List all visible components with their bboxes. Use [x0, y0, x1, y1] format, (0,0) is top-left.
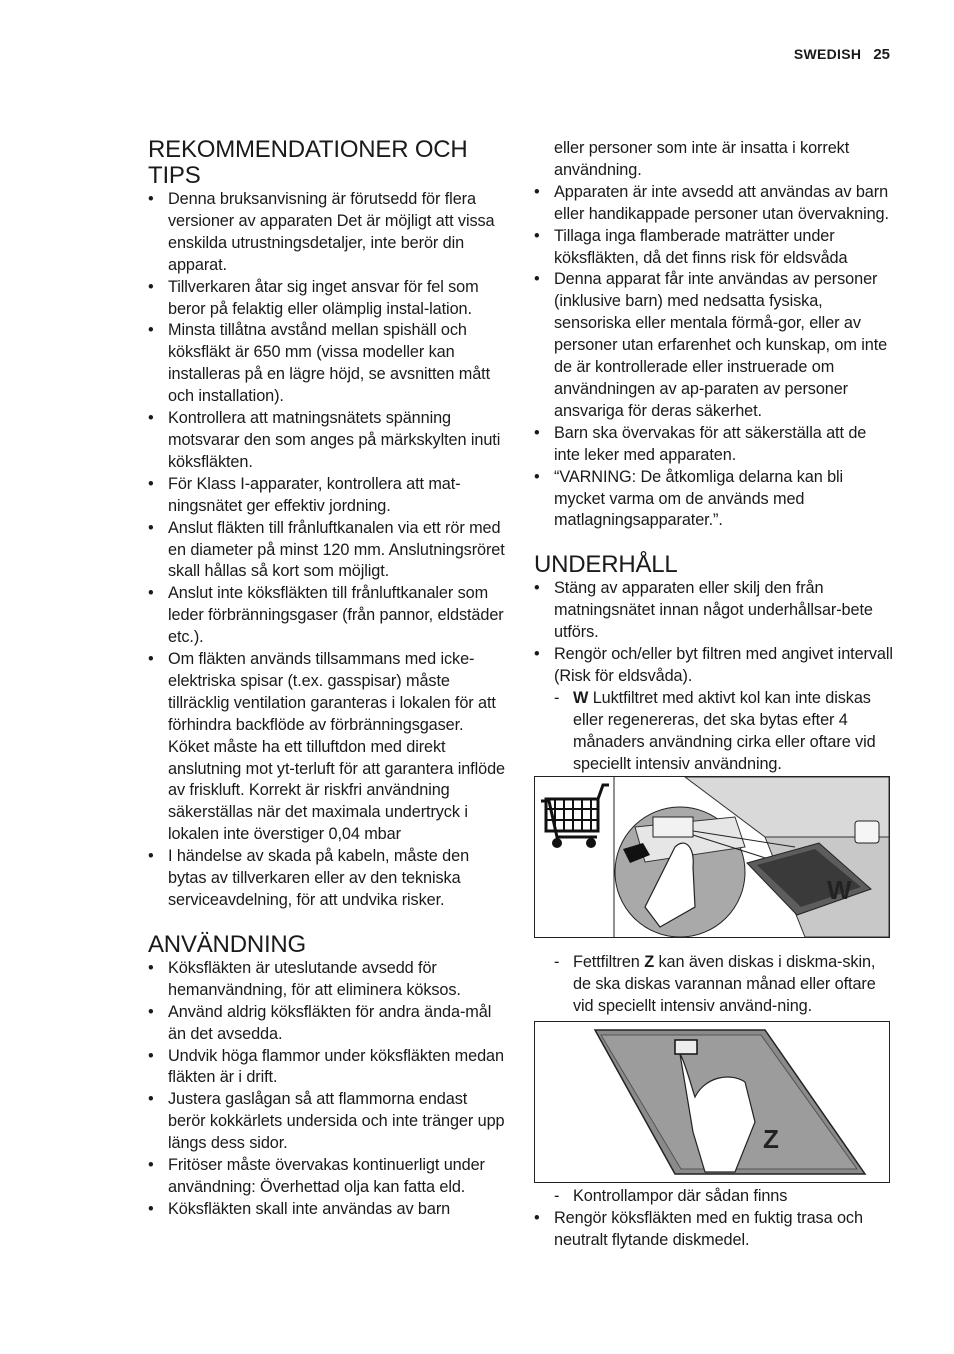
dash-item-charcoal-filter: - W Luktfiltret med aktivt kol kan inte diskas eller regenereras, det ska bytas efter 4 månaders användning cirka eller oftare vid speciellt intensiv användning.	[534, 688, 894, 776]
list-item: • Köksfläkten skall inte användas av barn	[148, 1199, 508, 1221]
list-item: • För Klass I-apparater, kontrollera att mat-ningsnätet ger effektiv jordning.	[148, 474, 508, 518]
section-title-maintenance: UNDERHÅLL	[534, 551, 678, 579]
cleaning-list	[534, 1208, 894, 1252]
list-item: • Apparaten är inte avsedd att användas av barn eller handikappade personer utan övervakning.	[534, 182, 894, 226]
list-item: • “VARNING: De åtkomliga delarna kan bli mycket varma om de används med matlagningsapparater.”.	[534, 467, 894, 533]
list-item: • Tillverkaren åtar sig inget ansvar för fel som beror på felaktig eller olämplig instal-lation.	[148, 277, 508, 321]
list-item: • Justera gaslågan så att flammorna endast berör kokkärlets undersida och inte tränger upp längs dess sidor.	[148, 1089, 508, 1155]
list-item: • Anslut fläkten till frånluftkanalen via ett rör med en diameter på minst 120 mm. Anslutningsröret skall hållas så kort som möjligt.	[148, 518, 508, 584]
list-item: • Minsta tillåtna avstånd mellan spishäll och köksfläkt är 650 mm (vissa modeller kan installeras på en lägre höjd, se avsnitten mått och installation).	[148, 320, 508, 408]
list-item: • I händelse av skada på kabeln, måste den bytas av tillverkaren eller av den tekniska serviceavdelning, för att undvika risker.	[148, 846, 508, 912]
right-column	[534, 138, 894, 1252]
list-item: • Använd aldrig köksfläkten för andra ända-mål än det avsedda.	[148, 1002, 508, 1046]
language-label: SWEDISH	[793, 46, 862, 62]
list-item: • Anslut inte köksfläkten till frånluftkanaler som leder förbränningsgaser (från pannor, eldstäder etc.).	[148, 583, 508, 649]
list-item: • Kontrollera att matningsnätets spänning motsvarar den som anges på märkskylten inuti köksfläkten.	[148, 408, 508, 474]
figure-label-w: W	[827, 875, 852, 906]
usage-list	[148, 958, 508, 1221]
list-item: • Stäng av apparaten eller skilj den från matningsnätet innan något underhållsar-bete utförs.	[534, 578, 894, 644]
list-item: • Barn ska övervakas för att säkerställa att de inte leker med apparaten.	[534, 423, 894, 467]
dash-item-grease-filter: - Fettfiltren Z kan även diskas i diskma-skin, de ska diskas varannan månad eller oftare vid speciellt intensiv använd-ning.	[534, 952, 894, 1018]
maintenance-list	[534, 578, 894, 688]
list-item: • Fritöser måste övervakas kontinuerligt under användning: Överhettad olja kan fatta eld.	[148, 1155, 508, 1199]
list-item: • Rengör och/eller byt filtren med angivet intervall (Risk för eldsvåda).	[534, 644, 894, 688]
list-item: • Tillaga inga flamberade maträtter under köksfläkten, då det finns risk för eldsvåda	[534, 226, 894, 270]
list-item: • Denna bruksanvisning är förutsedd för flera versioner av apparaten Det är möjligt att vissa enskilda utrustningsdetaljer, inte berör din apparat.	[148, 189, 508, 277]
left-column	[148, 137, 508, 1221]
figure-label-z: Z	[763, 1124, 779, 1155]
continued-text: eller personer som inte är insatta i korrekt användning.	[554, 139, 850, 179]
list-item: • Köksfläkten är uteslutande avsedd för hemanvändning, för att eliminera köksos.	[148, 958, 508, 1002]
filter-dash-list-2	[534, 952, 894, 1018]
charcoal-filter-illustration	[535, 777, 889, 937]
section-title-usage: ANVÄNDNING	[148, 930, 307, 958]
list-item: • Rengör köksfläkten med en fuktig trasa och neutralt flytande diskmedel.	[534, 1208, 894, 1252]
filter-dash-list-1	[534, 688, 894, 776]
section-title-recommendations: REKOMMENDATIONER OCH TIPS	[148, 136, 468, 189]
list-item: • Om fläkten används tillsammans med icke-elektriska spisar (t.ex. gasspisar) måste tillräcklig ventilation garanteras i lokalen för att förhindra backflöde av förbränningsgaser. Köket måste ha ett tilluftdon med direkt anslutning mot yt-terluft för att garantera inflöde av friskluft. Korrekt är riskfri användning säkerställas när det maximala undertryck i lokalen inte överstiger 0,04 mbar	[148, 649, 508, 846]
safety-list	[534, 182, 894, 533]
page-header	[794, 46, 890, 63]
filter-dash-list-3	[534, 1186, 894, 1208]
list-item: • Denna apparat får inte användas av personer (inklusive barn) med nedsatta fysiska, sensoriska eller mentala förmå-gor, eller av personer utan erfarenhet och kunskap, om inte de är kontrollerade eller instruerade om användningen av ap-paraten av personer ansvariga för deras säkerhet.	[534, 269, 894, 422]
grease-filter-figure	[534, 1021, 890, 1183]
recommendations-list	[148, 189, 508, 912]
shopping-cart-icon	[541, 785, 609, 848]
grease-filter-illustration	[535, 1022, 889, 1182]
dash-item-indicator-lamps: - Kontrollampor där sådan finns	[534, 1186, 894, 1208]
page-number: 25	[873, 46, 890, 63]
charcoal-filter-figure	[534, 776, 890, 938]
list-item: • Undvik höga flammor under köksfläkten medan fläkten är i drift.	[148, 1046, 508, 1090]
